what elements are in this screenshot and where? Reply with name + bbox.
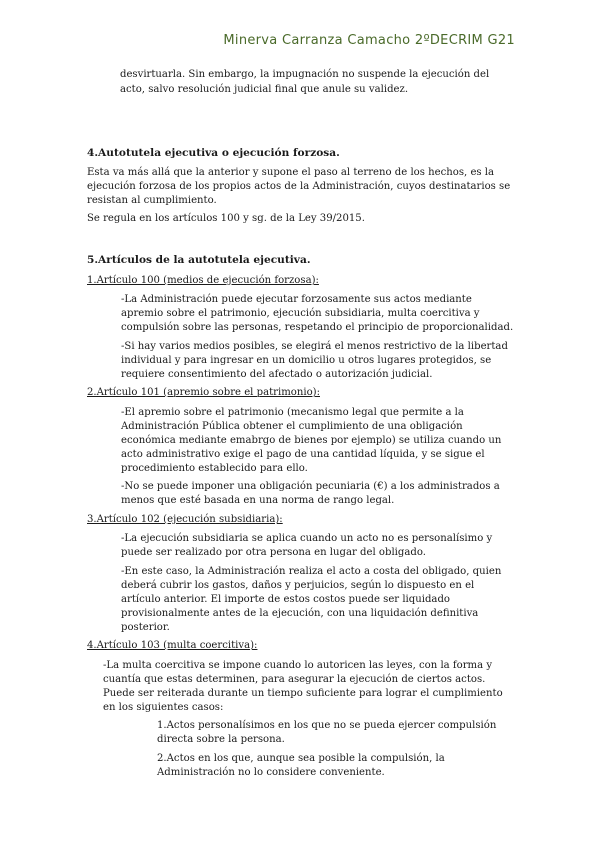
article-103-item-line: 2.Actos en los que, aunque sea posible la compulsión, la [157,753,445,764]
article-101-p1-line: acto administrativo exige el pago de una cantidad líquida, y se sigue el [121,449,485,460]
section-5-title: 5.Artículos de la autotutela ejecutiva. [87,254,311,266]
article-102-p2-line: deberá cubrir los gastos, daños y perjuicios, según lo dispuesto en el [121,580,475,591]
article-103-p1-line: cuantía que estas determinen, para asegurar la ejecución de ciertos actos. [103,674,486,685]
section-4-title: 4.Autotutela ejecutiva o ejecución forzosa. [87,147,340,159]
section-4-p1-line: resistan al cumplimiento. [87,195,217,206]
article-100-title: 1.Artículo 100 (medios de ejecución forzosa): [87,275,319,286]
article-102-p1-line: puede ser realizado por otra persona en lugar del obligado. [121,547,426,558]
article-103-p1-line: -La multa coercitiva se impone cuando lo autoricen las leyes, con la forma y [103,660,493,671]
article-101-p1-line: -El apremio sobre el patrimonio (mecanismo legal que permite a la [121,407,464,418]
article-102-p2-line: -En este caso, la Administración realiza el acto a costa del obligado, quien [121,566,502,577]
article-102-p2-line: artículo anterior. El importe de estos costos puede ser liquidado [121,594,450,605]
article-103-title: 4.Artículo 103 (multa coercitiva): [87,640,258,651]
article-103-item-line: Administración no lo considere conveniente. [157,767,385,778]
intro-line-2: acto, salvo resolución judicial final que anule su validez. [120,84,409,95]
article-100-p1-line: compulsión sobre las personas, respetando el principio de proporcionalidad. [121,322,514,333]
article-101-p2-line: -No se puede imponer una obligación pecuniaria (€) a los administrados a [121,481,500,492]
section-4-p2: Se regula en los artículos 100 y sg. de la Ley 39/2015. [87,213,365,224]
article-102-p2-line: provisionalmente antes de la ejecución, con una liquidación definitiva [121,608,479,619]
section-4-p1-line: ejecución forzosa de los propios actos de la Administración, cuyos destinatarios se [87,181,511,192]
article-101-p1-line: económica mediante emabrgo de bienes por ejemplo) se utiliza cuando un [121,435,502,446]
article-100-p2-line: individual y para ingresar en un domicilio u otros lugares protegidos, se [121,355,492,366]
article-101-p1-line: procedimiento establecido para ello. [121,463,308,474]
article-100-p2-line: -Si hay varios medios posibles, se elegirá el menos restrictivo de la libertad [121,341,508,352]
article-103-p1-line: en los siguientes casos: [103,702,224,713]
article-102-p2-line: posterior. [121,622,170,633]
article-101-title: 2.Artículo 101 (apremio sobre el patrimonio): [87,387,320,398]
article-101-p1-line: Administración Pública obtener el cumplimiento de una obligación [121,421,463,432]
page-header-author: Minerva Carranza Camacho 2ºDECRIM G21 [223,33,515,48]
article-101-p2-line: menos que esté basada en una norma de rango legal. [121,495,395,506]
intro-line-1: desvirtuarla. Sin embargo, la impugnación no suspende la ejecución del [120,69,490,80]
article-100-p1-line: -La Administración puede ejecutar forzosamente sus actos mediante [121,294,472,305]
section-4-p1-line: Esta va más allá que la anterior y supone el paso al terreno de los hechos, es la [87,167,495,178]
article-102-p1-line: -La ejecución subsidiaria se aplica cuando un acto no es personalísimo y [121,533,493,544]
article-100-p2-line: requiere consentimiento del afectado o autorización judicial. [121,369,433,380]
article-103-p1-line: Puede ser reiterada durante un tiempo suficiente para lograr el cumplimiento [103,688,503,699]
article-103-item-line: directa sobre la persona. [157,734,285,745]
article-102-title: 3.Artículo 102 (ejecución subsidiaria): [87,514,283,525]
article-100-p1-line: apremio sobre el patrimonio, ejecución subsidiaria, multa coercitiva y [121,308,480,319]
article-103-item-line: 1.Actos personalísimos en los que no se pueda ejercer compulsión [157,720,497,731]
